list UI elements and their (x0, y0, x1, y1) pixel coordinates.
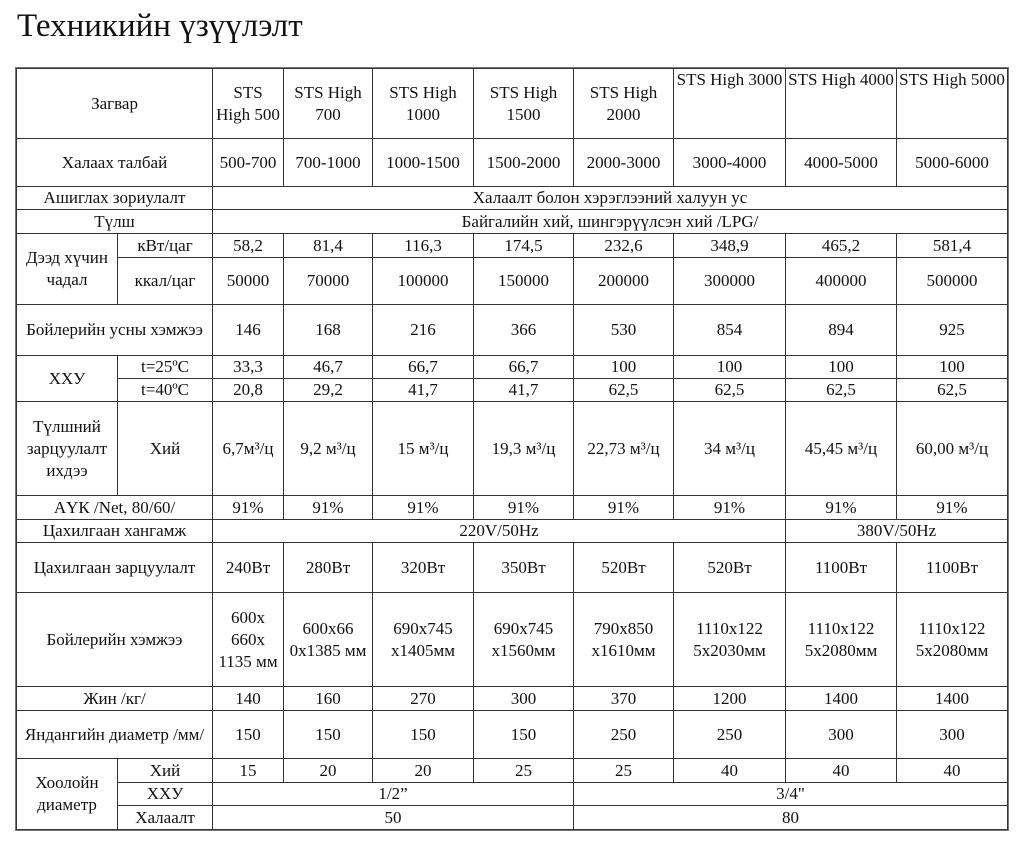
boiler-water-volume-row (17, 305, 1008, 356)
dhw-t40-value: 29,2 (284, 379, 373, 402)
dhw-label: ХХУ (17, 356, 118, 402)
chimney-diameter-value: 150 (284, 711, 373, 759)
fuel-label: Түлш (17, 210, 213, 234)
fuel-consumption-value: 22,73 м³/ц (574, 402, 674, 496)
usage-row (17, 187, 1008, 210)
heating-area-row (17, 139, 1008, 187)
max-power-kw-value: 581,4 (897, 234, 1008, 258)
pipe-heating-value: 50 (213, 806, 574, 830)
pipe-gas-value: 40 (674, 759, 786, 783)
dhw-t25-value: 46,7 (284, 356, 373, 379)
power-supply-value: 380V/50Hz (786, 520, 1008, 543)
fuel-consumption-value: 19,3 м³/ц (474, 402, 574, 496)
power-consumption-value: 350Вт (474, 543, 574, 593)
max-power-kw-unit: кВт/цаг (118, 234, 213, 258)
chimney-diameter-value: 300 (897, 711, 1008, 759)
chimney-diameter-value: 300 (786, 711, 897, 759)
pipe-gas-value: 40 (786, 759, 897, 783)
dhw-t40-unit: t=40ºC (118, 379, 213, 402)
fuel-row (17, 210, 1008, 234)
heating-area-value: 5000-6000 (897, 139, 1008, 187)
max-power-kcal-value: 500000 (897, 258, 1008, 305)
max-power-kw-value: 465,2 (786, 234, 897, 258)
dhw-t25-value: 66,7 (474, 356, 574, 379)
dhw-t40-value: 62,5 (897, 379, 1008, 402)
weight-row (17, 687, 1008, 711)
heating-area-value: 700-1000 (284, 139, 373, 187)
max-power-kw-value: 348,9 (674, 234, 786, 258)
chimney-diameter-label: Яндангийн диаметр /мм/ (17, 711, 213, 759)
model-name: STS High 3000 (674, 69, 786, 139)
boiler-dimensions-value: 790x850 x1610мм (574, 593, 674, 687)
weight-value: 1400 (786, 687, 897, 711)
pipe-gas-row (17, 759, 1008, 783)
efficiency-value: 91% (674, 496, 786, 520)
boiler-water-volume-value: 925 (897, 305, 1008, 356)
efficiency-value: 91% (574, 496, 674, 520)
max-power-kw-value: 174,5 (474, 234, 574, 258)
dhw-t25-value: 100 (674, 356, 786, 379)
pipe-heating-row (17, 806, 1008, 830)
fuel-consumption-value: 60,00 м³/ц (897, 402, 1008, 496)
chimney-diameter-value: 150 (474, 711, 574, 759)
dhw-t25-value: 66,7 (373, 356, 474, 379)
pipe-gas-value: 20 (373, 759, 474, 783)
chimney-diameter-value: 250 (574, 711, 674, 759)
model-name: STS High 4000 (786, 69, 897, 139)
heating-area-value: 1000-1500 (373, 139, 474, 187)
power-consumption-value: 520Вт (674, 543, 786, 593)
power-consumption-value: 1100Вт (897, 543, 1008, 593)
pipe-gas-value: 20 (284, 759, 373, 783)
efficiency-row (17, 496, 1008, 520)
pipe-diameter-label: Хоолойн диаметр (17, 759, 118, 830)
power-consumption-value: 1100Вт (786, 543, 897, 593)
max-power-kcal-value: 300000 (674, 258, 786, 305)
max-power-kcal-value: 150000 (474, 258, 574, 305)
boiler-dimensions-value: 1110x122 5x2030мм (674, 593, 786, 687)
max-power-label: Дээд хүчин чадал (17, 234, 118, 305)
power-consumption-label: Цахилгаан зарцуулалт (17, 543, 213, 593)
weight-label: Жин /кг/ (17, 687, 213, 711)
power-consumption-value: 240Вт (213, 543, 284, 593)
page-title: Техникийн үзүүлэлт (17, 8, 303, 44)
dhw-t40-value: 41,7 (474, 379, 574, 402)
max-power-kcal-value: 400000 (786, 258, 897, 305)
heating-area-value: 3000-4000 (674, 139, 786, 187)
efficiency-value: 91% (213, 496, 284, 520)
boiler-water-volume-value: 894 (786, 305, 897, 356)
fuel-consumption-label: Түлшний зарцуулалт ихдээ (17, 402, 118, 496)
weight-value: 140 (213, 687, 284, 711)
boiler-dimensions-label: Бойлерийн хэмжээ (17, 593, 213, 687)
boiler-water-volume-label: Бойлерийн усны хэмжээ (17, 305, 213, 356)
boiler-water-volume-value: 216 (373, 305, 474, 356)
usage-label: Ашиглах зориулалт (17, 187, 213, 210)
power-consumption-value: 320Вт (373, 543, 474, 593)
max-power-kw-value: 58,2 (213, 234, 284, 258)
max-power-kw-value: 232,6 (574, 234, 674, 258)
max-power-kcal-value: 50000 (213, 258, 284, 305)
model-label: Загвар (17, 69, 213, 139)
model-name: STS High 2000 (574, 69, 674, 139)
dhw-t40-value: 20,8 (213, 379, 284, 402)
max-power-kcal-unit: ккал/цаг (118, 258, 213, 305)
efficiency-value: 91% (284, 496, 373, 520)
pipe-gas-value: 25 (574, 759, 674, 783)
model-name: STS High 1000 (373, 69, 474, 139)
model-name: STS High 500 (213, 69, 284, 139)
power-consumption-row (17, 543, 1008, 593)
pipe-gas-value: 40 (897, 759, 1008, 783)
boiler-water-volume-value: 366 (474, 305, 574, 356)
heating-area-value: 2000-3000 (574, 139, 674, 187)
pipe-heating-label: Халаалт (118, 806, 213, 830)
boiler-water-volume-value: 530 (574, 305, 674, 356)
pipe-dhw-value: 1/2” (213, 783, 574, 806)
power-supply-value: 220V/50Hz (213, 520, 786, 543)
dhw-t40-value: 62,5 (786, 379, 897, 402)
dhw-t40-value: 41,7 (373, 379, 474, 402)
dhw-t25-unit: t=25ºC (118, 356, 213, 379)
boiler-dimensions-row (17, 593, 1008, 687)
fuel-consumption-row (17, 402, 1008, 496)
fuel-consumption-sub-label: Хий (118, 402, 213, 496)
heating-area-value: 4000-5000 (786, 139, 897, 187)
fuel-consumption-value: 34 м³/ц (674, 402, 786, 496)
heating-area-label: Халаах талбай (17, 139, 213, 187)
boiler-water-volume-value: 146 (213, 305, 284, 356)
weight-value: 300 (474, 687, 574, 711)
boiler-water-volume-value: 168 (284, 305, 373, 356)
power-consumption-value: 520Вт (574, 543, 674, 593)
heating-area-value: 1500-2000 (474, 139, 574, 187)
fuel-consumption-value: 45,45 м³/ц (786, 402, 897, 496)
pipe-gas-value: 25 (474, 759, 574, 783)
dhw-t40-value: 62,5 (574, 379, 674, 402)
max-power-kcal-value: 200000 (574, 258, 674, 305)
efficiency-value: 91% (786, 496, 897, 520)
chimney-diameter-value: 150 (213, 711, 284, 759)
max-power-kcal-value: 70000 (284, 258, 373, 305)
max-power-kcal-value: 100000 (373, 258, 474, 305)
efficiency-label: АҮК /Net, 80/60/ (17, 496, 213, 520)
chimney-diameter-value: 150 (373, 711, 474, 759)
usage-value: Халаалт болон хэрэглээний халуун ус (213, 187, 1008, 210)
dhw-t25-value: 33,3 (213, 356, 284, 379)
weight-value: 160 (284, 687, 373, 711)
boiler-dimensions-value: 1110x122 5x2080мм (897, 593, 1008, 687)
efficiency-value: 91% (897, 496, 1008, 520)
max-power-kw-value: 81,4 (284, 234, 373, 258)
boiler-dimensions-value: 600x66 0x1385 мм (284, 593, 373, 687)
boiler-dimensions-value: 690x745 x1560мм (474, 593, 574, 687)
model-name: STS High 5000 (897, 69, 1008, 139)
max-power-kw-value: 116,3 (373, 234, 474, 258)
pipe-gas-label: Хий (118, 759, 213, 783)
chimney-diameter-row (17, 711, 1008, 759)
model-name: STS High 700 (284, 69, 373, 139)
fuel-consumption-value: 6,7м³/ц (213, 402, 284, 496)
spec-table (16, 68, 1008, 830)
dhw-t25-value: 100 (574, 356, 674, 379)
fuel-consumption-value: 15 м³/ц (373, 402, 474, 496)
power-supply-label: Цахилгаан хангамж (17, 520, 213, 543)
power-consumption-value: 280Вт (284, 543, 373, 593)
max-power-kw-row (17, 234, 1008, 258)
pipe-dhw-row (17, 783, 1008, 806)
dhw-t40-row (17, 379, 1008, 402)
model-row (17, 69, 1008, 139)
dhw-t25-value: 100 (897, 356, 1008, 379)
chimney-diameter-value: 250 (674, 711, 786, 759)
dhw-t40-value: 62,5 (674, 379, 786, 402)
power-supply-row (17, 520, 1008, 543)
efficiency-value: 91% (373, 496, 474, 520)
pipe-gas-value: 15 (213, 759, 284, 783)
weight-value: 1200 (674, 687, 786, 711)
weight-value: 370 (574, 687, 674, 711)
fuel-value: Байгалийн хий, шингэрүүлсэн хий /LPG/ (213, 210, 1008, 234)
fuel-consumption-value: 9,2 м³/ц (284, 402, 373, 496)
pipe-dhw-value: 3/4" (574, 783, 1008, 806)
boiler-dimensions-value: 690x745 x1405мм (373, 593, 474, 687)
weight-value: 270 (373, 687, 474, 711)
heating-area-value: 500-700 (213, 139, 284, 187)
efficiency-value: 91% (474, 496, 574, 520)
boiler-dimensions-value: 600x 660x 1135 мм (213, 593, 284, 687)
max-power-kcal-row (17, 258, 1008, 305)
boiler-dimensions-value: 1110x122 5x2080мм (786, 593, 897, 687)
boiler-water-volume-value: 854 (674, 305, 786, 356)
pipe-dhw-label: ХХУ (118, 783, 213, 806)
model-name: STS High 1500 (474, 69, 574, 139)
weight-value: 1400 (897, 687, 1008, 711)
dhw-t25-row (17, 356, 1008, 379)
pipe-heating-value: 80 (574, 806, 1008, 830)
dhw-t25-value: 100 (786, 356, 897, 379)
